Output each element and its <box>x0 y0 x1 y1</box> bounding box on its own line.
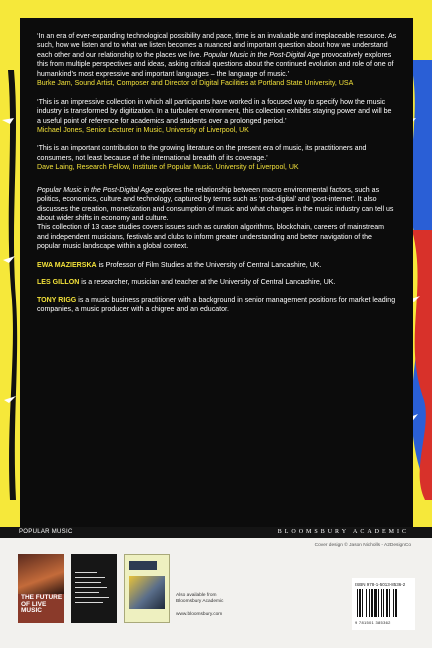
related-book-2-line <box>75 572 97 573</box>
related-book-3-header <box>129 561 157 570</box>
also-available-line-2: Bloomsbury Academic <box>176 599 224 605</box>
description-book-title: Popular Music in the Post-Digital Age <box>37 186 154 194</box>
also-available-line-1: Also available from <box>176 593 217 598</box>
related-book-2-line <box>75 582 101 583</box>
cover-design-credit: Cover design © Jason Nicholls - A2DesignCo <box>314 543 411 548</box>
related-book-2-line <box>75 577 105 578</box>
description-paragraph-2: This collection of 13 case studies covers issues such as curation algorithms, blockchain, careers of mainstream and independent musicians, festivals and clubs to inform greater understanding and better navigation of the popular music landscape within a global context. <box>37 224 385 251</box>
blurb-panel <box>20 18 413 527</box>
description-paragraph-1: explores the relationship between macro environmental factors, such as politics, economics, culture and technology, captured by terms such as ‘post-digital’ and ‘post-internet’. It also discusses the creation, monetization and consumption of music and what changes in the music industry can tell us about wider shifts in economy and culture. <box>37 186 394 222</box>
related-book-2-line <box>75 592 99 593</box>
barcode-bar <box>378 589 379 617</box>
author-bio-3 <box>37 296 397 315</box>
barcode-bar <box>386 589 388 617</box>
book-description <box>37 186 397 252</box>
related-book-1-title: THE FUTURE OF LIVE MUSIC <box>21 594 63 614</box>
author-name-1: EWA MAZIERSKA <box>37 261 97 269</box>
isbn-barcode-box <box>352 578 415 630</box>
quote-2-text: ‘This is an impressive collection in which all participants have worked in a focused way to specify how the music industry is transformed by digitization. In a turbulent environment, this collection exhibits staying power and will be a useful point of reference for academics and students over a prolonged period.’ <box>37 98 392 125</box>
related-book-2-line <box>75 587 107 588</box>
author-bio-text-3: is a music business practitioner with a background in senior management positions for market leading companies, a music producer with a chigree and an educator. <box>37 296 396 314</box>
quote-1-text: ‘In an era of ever-expanding technological possibility and pace, time is an invaluable and irreplaceable resource. As such, how we listen and to what we listen becomes a nuanced and important question about how we understand each other and our relationship to the places we live. <box>37 33 397 59</box>
related-book-2-line <box>75 602 103 603</box>
barcode-bar <box>366 589 367 617</box>
related-book-2 <box>71 554 117 623</box>
series-label: POPULAR MUSIC <box>19 528 73 535</box>
quote-1 <box>37 32 397 89</box>
barcode-bar <box>393 589 394 617</box>
publisher-website: www.bloomsbury.com <box>176 612 223 617</box>
series-strip <box>0 527 432 538</box>
barcode-bar <box>357 589 358 617</box>
author-name-3: TONY RIGG <box>37 296 77 304</box>
barcode-bar <box>374 589 377 617</box>
quote-3-attribution: Dave Laing, Research Fellow, Institute of Popular Music, University of Liverpool, UK <box>37 164 299 172</box>
barcode-bar <box>371 589 373 617</box>
quote-2-attribution: Michael Jones, Senior Lecturer in Music, University of Liverpool, UK <box>37 126 249 134</box>
barcode-bar <box>395 589 397 617</box>
related-book-3 <box>124 554 170 623</box>
barcode-bar <box>362 589 363 617</box>
barcode-bar <box>383 589 384 617</box>
author-bio-1 <box>37 261 397 270</box>
related-book-1-art <box>18 554 64 594</box>
author-bio-text-1: is Professor of Film Studies at the University of Central Lancashire, UK. <box>96 261 322 269</box>
quote-3-text: ‘This is an important contribution to the growing literature on the present era of music, its practitioners and consumers, not least because of the international breadth of its coverage.’ <box>37 145 367 162</box>
quote-3 <box>37 144 397 172</box>
publisher-label: BLOOMSBURY ACADEMIC <box>277 528 409 535</box>
quote-1-book-title: Popular Music in the Post-Digital Age <box>203 51 320 59</box>
barcode-bar <box>369 589 370 617</box>
barcode-bar <box>359 589 361 617</box>
also-available <box>176 593 223 606</box>
related-book-1 <box>18 554 64 623</box>
barcode <box>357 589 410 617</box>
quote-2 <box>37 98 397 136</box>
isbn-text: ISBN 978-1-5013-8536-2 <box>355 582 406 587</box>
barcode-bar <box>389 589 390 617</box>
back-cover-footer <box>0 527 432 648</box>
author-bio-2 <box>37 278 397 287</box>
quote-1-text-end: provocatively explores this from multiple perspectives and ideas, asking critical questions about the continued evolution and role of one of humankind’s most expressive and important languages – the language of music.’ <box>37 51 394 78</box>
quote-1-attribution: Burke Jam, Sound Artist, Composer and Director of Digital Facilities at Portland State University, USA <box>37 80 354 88</box>
author-bio-text-2: is a researcher, musician and teacher at the University of Central Lancashire, UK. <box>79 279 336 287</box>
barcode-number: 9 781501 385362 <box>355 620 391 625</box>
black-streak-left <box>8 70 17 500</box>
barcode-bar <box>381 589 382 617</box>
author-name-2: LES GILLON <box>37 279 80 287</box>
related-book-3-art <box>129 576 165 609</box>
related-book-2-line <box>75 597 109 598</box>
